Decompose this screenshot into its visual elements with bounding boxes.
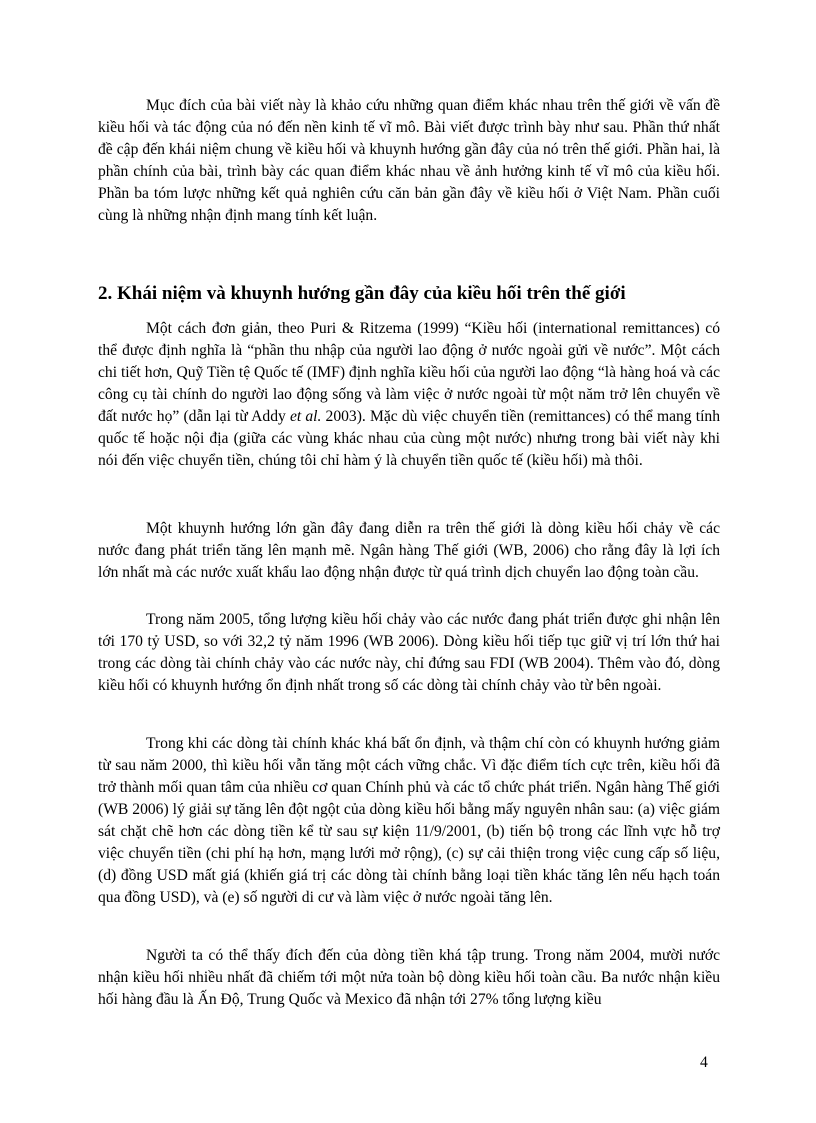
definition-italic-etal: et al.: [289, 408, 322, 425]
intro-paragraph: Mục đích của bài viết này là khảo cứu những quan điểm khác nhau trên thế giới về vấn đề kiều hối và tác động của nó đến nền kinh tế vĩ mô. Bài viết được trình bày như sau. Phần thứ nhất đề cập đến khái niệm chung về kiều hối và khuynh hướng gần đây của nó trên thế giới. Phần hai, là phần chính của bài, trình bày các quan điểm khác nhau về ảnh hưởng kinh tế vĩ mô của kiều hối. Phần ba tóm lược những kết quả nghiên cứu căn bản gần đây về kiều hối ở Việt Nam. Phần cuối cùng là những nhận định mang tính kết luận.: [98, 97, 720, 224]
section-heading: 2. Khái niệm và khuynh hướng gần đây của kiều hối trên thế giới: [98, 283, 626, 304]
definition-text-end: 2003). Mặc dù việc chuyển tiền (remittances) có thể mang tính quốc tế hoặc nội địa (giữa các vùng khác nhau của cùng một nước) nhưng trong bài viết này khi nói đến việc chuyển tiền, chúng tôi chỉ hàm ý là chuyển tiền quốc tế (kiều hối) mà thôi.: [98, 408, 720, 469]
definition-paragraph: [98, 318, 720, 472]
trend-paragraph: Một khuynh hướng lớn gần đây đang diễn ra trên thế giới là dòng kiều hối chảy về các nước đang phát triển tăng lên mạnh mẽ. Ngân hàng Thế giới (WB, 2006) cho rằng đây là lợi ích lớn nhất mà các nước xuất khẩu lao động nhận được từ quá trình dịch chuyển lao động toàn cầu.: [98, 520, 720, 581]
definition-text-start: Một cách đơn giản, theo Puri & Ritzema (1999) “Kiều hối (international remittances) có thể được định nghĩa là “phần thu nhập của người lao động ở nước ngoài gửi về nước”. Một cách chi tiết hơn, Quỹ Tiền tệ Quốc tế (IMF) định nghĩa kiều hối của người lao động “là hàng hoá và các công cụ tài chính do người lao động sống và làm việc ở nước ngoài từ một năm trở lên chuyển về đất nước họ” (dẫn lại từ Addy: [98, 320, 720, 425]
statistics-paragraph: Trong năm 2005, tổng lượng kiều hối chảy vào các nước đang phát triển được ghi nhận lên tới 170 tỷ USD, so với 32,2 tỷ năm 1996 (WB 2006). Dòng kiều hối tiếp tục giữ vị trí lớn thứ hai trong các dòng tài chính chảy vào các nước này, chỉ đứng sau FDI (WB 2004). Thêm vào đó, dòng kiều hối có khuynh hướng ổn định nhất trong số các dòng tài chính chảy vào từ bên ngoài.: [98, 611, 720, 694]
causes-paragraph: Trong khi các dòng tài chính khác khá bất ổn định, và thậm chí còn có khuynh hướng giảm từ sau năm 2000, thì kiều hối vẫn tăng một cách vững chắc. Vì đặc điểm tích cực trên, kiều hối đã trở thành mối quan tâm của nhiều cơ quan Chính phủ và các tổ chức phát triển. Ngân hàng Thế giới (WB 2006) lý giải sự tăng lên đột ngột của dòng kiều hối bằng mấy nguyên nhân sau: (a) việc giám sát chặt chẽ hơn các dòng tiền kể từ sau sự kiện 11/9/2001, (b) tiến bộ trong các lĩnh vực hỗ trợ việc chuyển tiền (chi phí hạ hơn, mạng lưới mở rộng), (c) sự cải thiện trong việc cung cấp số liệu, (d) đồng USD mất giá (khiến giá trị các dòng tài chính bằng loại tiền khác tăng lên nếu hạch toán qua đồng USD), và (e) số người di cư và làm việc ở nước ngoài tăng lên.: [98, 735, 720, 906]
page-number: 4: [700, 1054, 708, 1071]
destination-paragraph: Người ta có thể thấy đích đến của dòng tiền khá tập trung. Trong năm 2004, mười nước nhận kiều hối nhiều nhất đã chiếm tới một nửa toàn bộ dòng kiều hối toàn cầu. Ba nước nhận kiều hối hàng đầu là Ấn Độ, Trung Quốc và Mexico đã nhận tới 27% tổng lượng kiều: [98, 947, 720, 1008]
